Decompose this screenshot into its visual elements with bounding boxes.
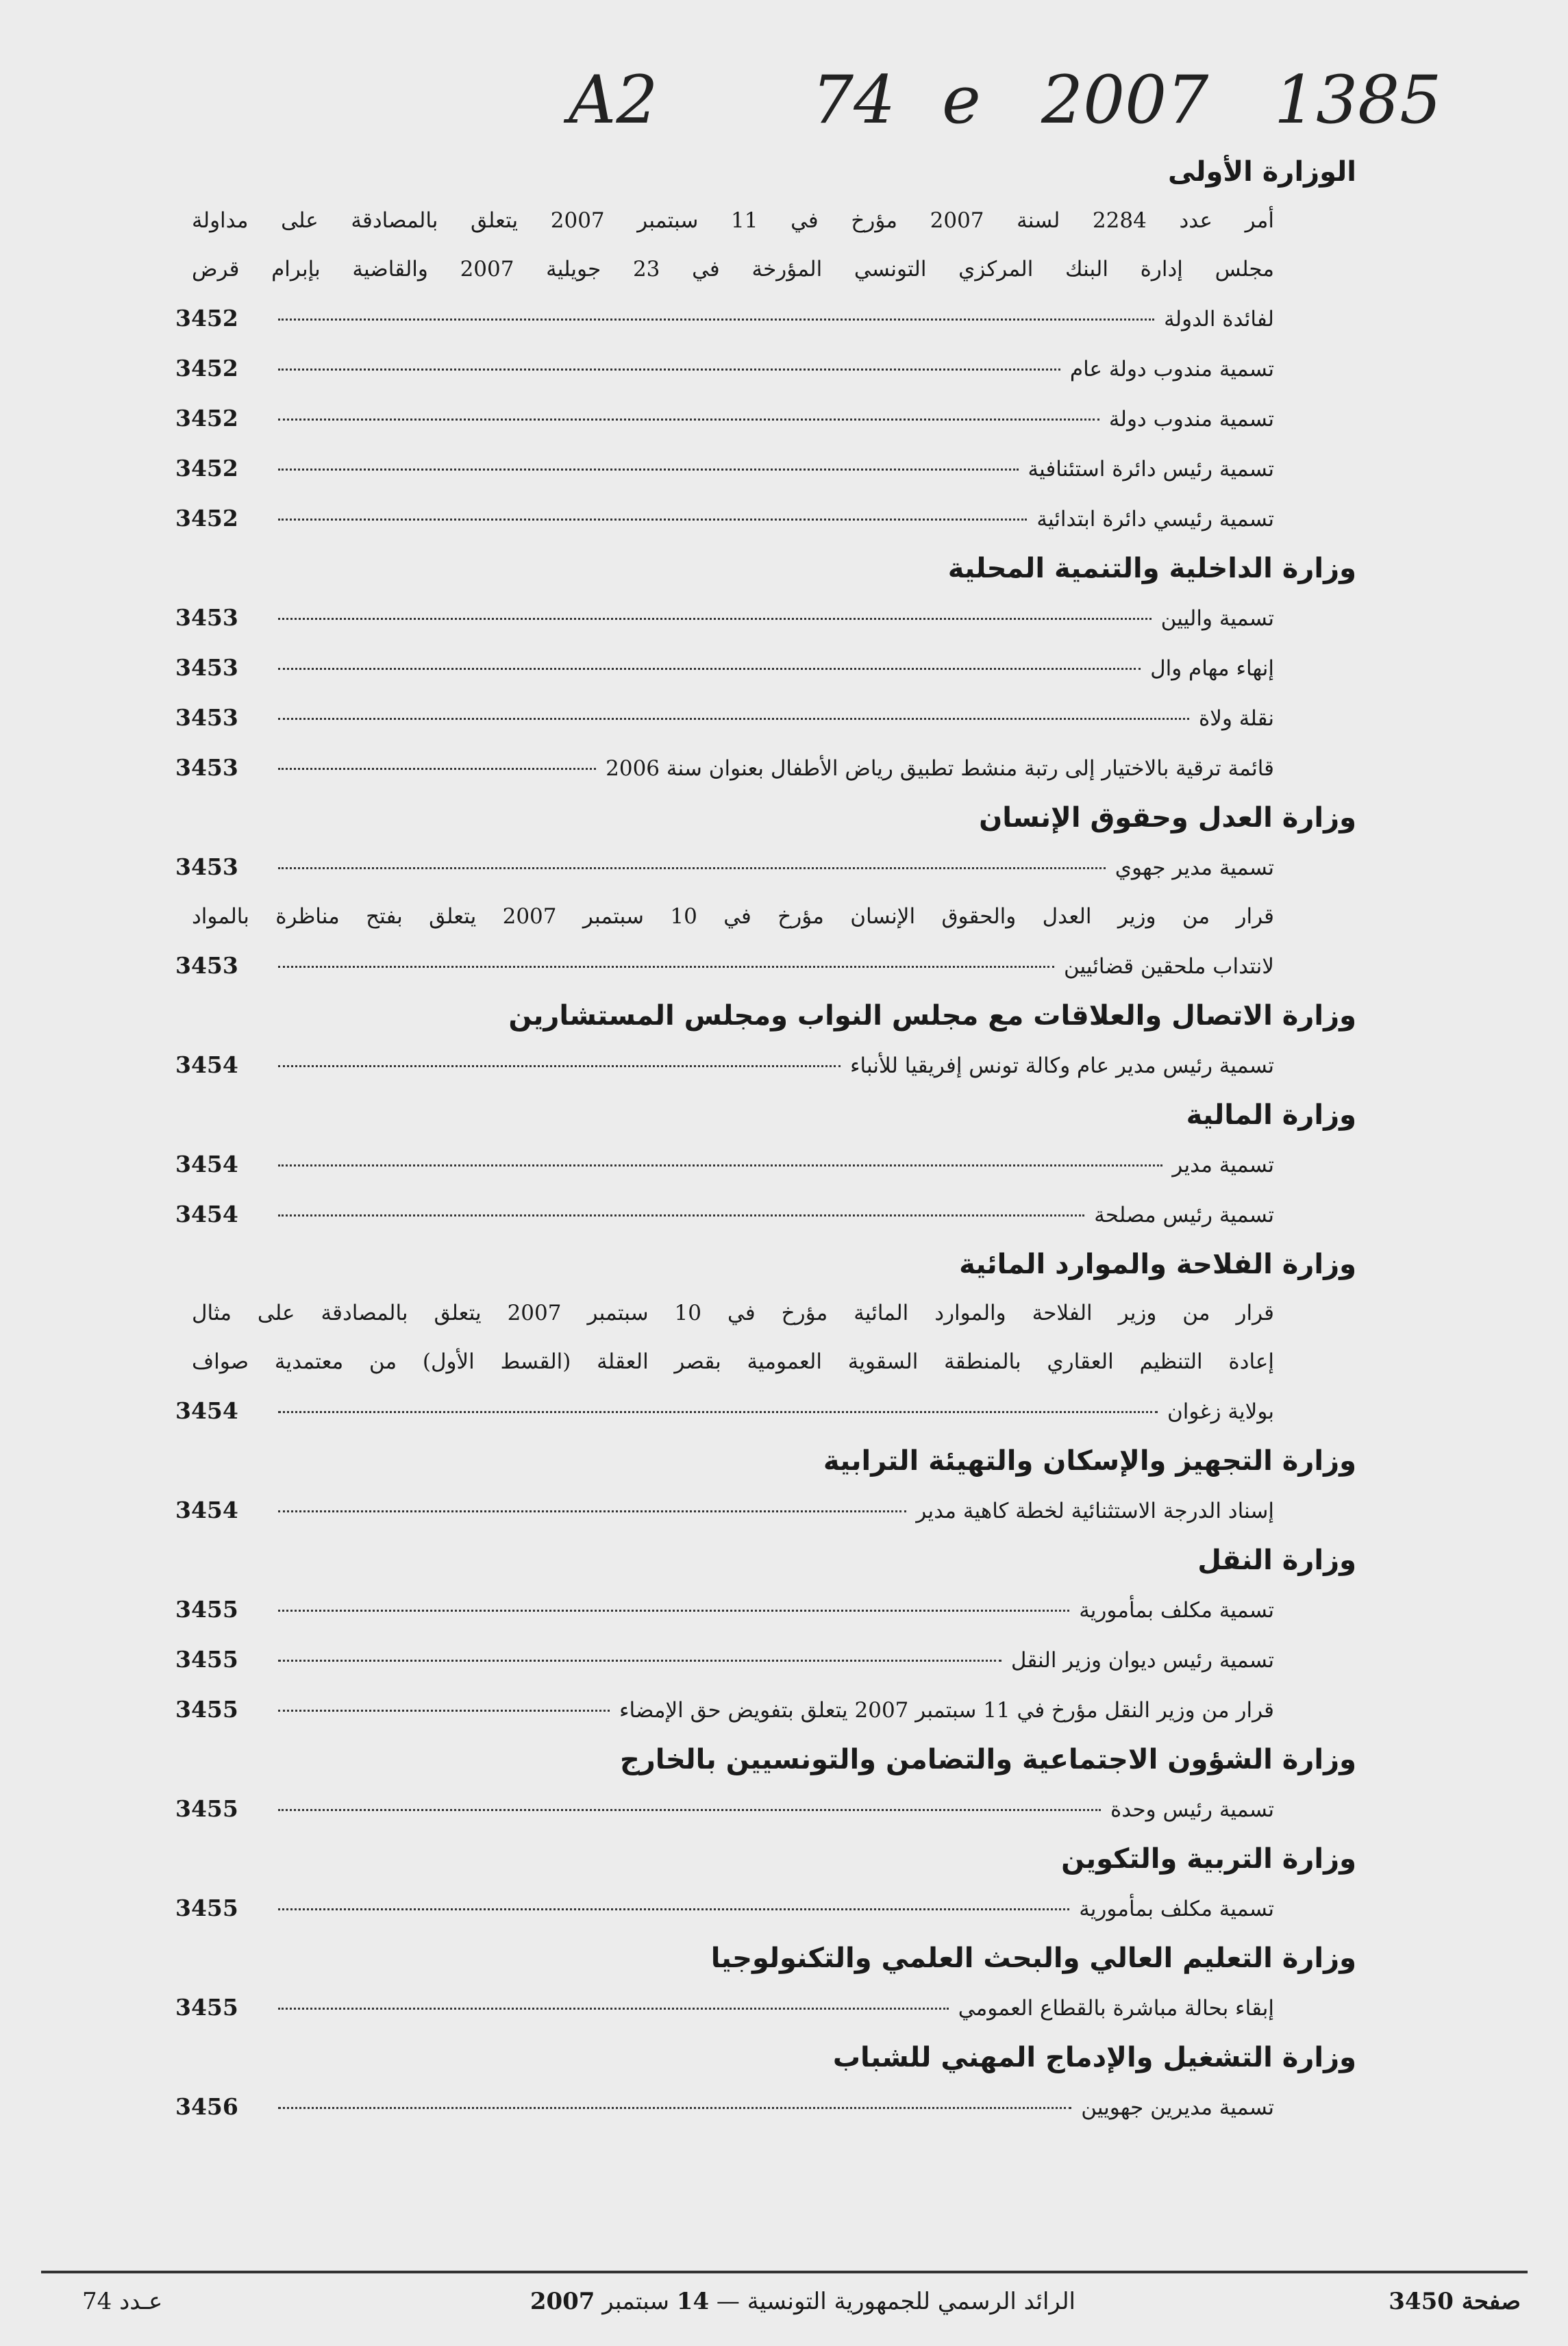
entry-line: قرار من وزير العدل والحقوق الإنسان مؤرخ في 10 سبتمبر 2007 يتعلق بفتح مناظرة بالمواد xyxy=(192,904,1274,929)
section-title: وزارة التعليم العالي والبحث العلمي والتكنولوجيا xyxy=(710,1943,1356,1974)
toc-entry[interactable] xyxy=(175,1685,1274,1735)
journal-title: الرائد الرسمي للجمهورية التونسية — xyxy=(716,2288,1075,2315)
toc-entry[interactable] xyxy=(175,843,1274,893)
section-title: وزارة الاتصال والعلاقات مع مجلس النواب ومجلس المستشارين xyxy=(508,1000,1356,1032)
page-reference: 3454 xyxy=(175,1497,238,1523)
dot-leader xyxy=(278,1710,610,1712)
toc-entry[interactable] xyxy=(175,1983,1274,2033)
toc-entry[interactable] xyxy=(175,593,1274,643)
page-reference: 3453 xyxy=(175,704,238,731)
page-reference: 3454 xyxy=(175,1151,238,1177)
dot-leader xyxy=(278,768,596,770)
section-title: وزارة النقل xyxy=(1197,1545,1356,1576)
toc-entry[interactable] xyxy=(175,394,1274,444)
dot-leader xyxy=(278,469,1019,471)
entry-text: إسناد الدرجة الاستثنائية لخطة كاهية مدير xyxy=(916,1499,1274,1523)
page-reference: 3453 xyxy=(175,754,238,781)
handwritten-note: A2 xyxy=(569,62,658,138)
toc-entry[interactable] xyxy=(175,1386,1274,1436)
entry-text: تسمية رئيس وحدة xyxy=(1110,1797,1274,1822)
entry-text: لفائدة الدولة xyxy=(1164,307,1274,332)
handwritten-note: 1385 xyxy=(1274,62,1442,138)
dot-leader xyxy=(278,419,1099,421)
section-title: الوزارة الأولى xyxy=(1168,156,1356,188)
page-reference: 3455 xyxy=(175,1696,238,1723)
footer-journal xyxy=(530,2288,1075,2315)
entry-text: تسمية مكلف بمأمورية xyxy=(1079,1897,1274,1921)
toc-entry[interactable] xyxy=(175,444,1274,494)
dot-leader xyxy=(278,668,1141,670)
toc-entry[interactable] xyxy=(175,2082,1274,2132)
entry-text: تسمية رئيس دائرة استئنافية xyxy=(1028,457,1274,482)
page-number: 3450 xyxy=(1389,2288,1454,2315)
entry-line: قرار من وزير الفلاحة والموارد المائية مؤرخ في 10 سبتمبر 2007 يتعلق بالمصادقة على مثال xyxy=(192,1301,1274,1325)
toc-entry[interactable] xyxy=(175,1486,1274,1536)
dot-leader xyxy=(278,1214,1084,1216)
entry-multiline xyxy=(192,1289,1274,1386)
entry-text: تسمية رئيس مصلحة xyxy=(1094,1203,1274,1227)
footer-divider xyxy=(41,2271,1528,2273)
entry-line: مجلس إدارة البنك المركزي التونسي المؤرخة في 23 جويلية 2007 والقاضية بإبرام قرض xyxy=(192,257,1274,282)
toc-entry[interactable] xyxy=(175,1784,1274,1834)
toc-entry[interactable] xyxy=(175,1585,1274,1635)
dot-leader xyxy=(278,1510,906,1512)
entry-multiline xyxy=(192,893,1274,941)
toc-entry[interactable] xyxy=(175,1140,1274,1190)
page-reference: 3452 xyxy=(175,505,238,532)
toc-entry[interactable] xyxy=(175,294,1274,344)
section-title: وزارة التشغيل والإدماج المهني للشباب xyxy=(832,2042,1356,2073)
page-reference: 3453 xyxy=(175,654,238,681)
page-reference: 3453 xyxy=(175,604,238,631)
entry-text: قرار من وزير النقل مؤرخ في 11 سبتمبر 2007 يتعلق بتفويض حق الإمضاء xyxy=(619,1698,1274,1723)
section-title: وزارة الشؤون الاجتماعية والتضامن والتونسيين بالخارج xyxy=(619,1744,1356,1775)
handwritten-note: 74 xyxy=(812,62,896,138)
dot-leader xyxy=(278,867,1106,869)
entry-text: لانتداب ملحقين قضائيين xyxy=(1063,954,1274,979)
handwritten-note: 2007 xyxy=(1041,62,1209,138)
dot-leader xyxy=(278,1164,1162,1166)
entry-text: نقلة ولاة xyxy=(1199,706,1274,731)
dot-leader xyxy=(278,1908,1069,1910)
dot-leader xyxy=(278,519,1027,521)
dot-leader xyxy=(278,966,1054,968)
entry-text: تسمية رئيسي دائرة ابتدائية xyxy=(1036,507,1274,532)
dot-leader xyxy=(278,618,1152,620)
page-reference: 3455 xyxy=(175,1795,238,1822)
section-title: وزارة العدل وحقوق الإنسان xyxy=(979,802,1356,834)
page-reference: 3455 xyxy=(175,1646,238,1673)
page-reference: 3453 xyxy=(175,853,238,880)
page-label: صفحة xyxy=(1461,2288,1521,2315)
entry-text: تسمية مديرين جهويين xyxy=(1081,2095,1274,2120)
entry-text: تسمية واليين xyxy=(1160,606,1274,631)
footer-page-number xyxy=(1389,2288,1521,2315)
entry-text: بولاية زغوان xyxy=(1167,1399,1274,1424)
dot-leader xyxy=(278,2107,1071,2109)
table-of-contents xyxy=(175,147,1356,2132)
entry-text: تسمية مدير xyxy=(1172,1153,1274,1177)
journal-date-year: 2007 xyxy=(530,2288,595,2315)
dot-leader xyxy=(278,1809,1101,1811)
page-reference: 3454 xyxy=(175,1397,238,1424)
section-title: وزارة الداخلية والتنمية المحلية xyxy=(947,553,1356,584)
entry-text: قائمة ترقية بالاختيار إلى رتبة منشط تطبيق رياض الأطفال بعنوان سنة 2006 xyxy=(606,756,1274,781)
toc-entry[interactable] xyxy=(175,693,1274,743)
toc-entry[interactable] xyxy=(175,344,1274,394)
page-footer xyxy=(82,2288,1521,2329)
toc-entry[interactable] xyxy=(175,743,1274,793)
footer-issue xyxy=(82,2288,162,2315)
toc-entry[interactable] xyxy=(175,643,1274,693)
dot-leader xyxy=(278,718,1189,720)
dot-leader xyxy=(278,319,1154,321)
page-reference: 3454 xyxy=(175,1201,238,1227)
entry-text: تسمية مندوب دولة xyxy=(1108,407,1274,432)
journal-date-month: سبتمبر xyxy=(602,2288,669,2315)
toc-entry[interactable] xyxy=(175,941,1274,991)
page-reference: 3454 xyxy=(175,1051,238,1078)
toc-entry[interactable] xyxy=(175,1190,1274,1240)
page-reference: 3455 xyxy=(175,1994,238,2021)
section-title: وزارة المالية xyxy=(1186,1099,1356,1131)
dot-leader xyxy=(278,1610,1069,1612)
entry-text: تسمية مكلف بمأمورية xyxy=(1079,1598,1274,1623)
entry-multiline xyxy=(192,197,1274,294)
section-title: وزارة التجهيز والإسكان والتهيئة الترابية xyxy=(823,1445,1356,1477)
page-reference: 3455 xyxy=(175,1895,238,1921)
dot-leader xyxy=(278,2008,949,2010)
page-reference: 3452 xyxy=(175,305,238,332)
toc-entry[interactable] xyxy=(175,1040,1274,1090)
toc-entry[interactable] xyxy=(175,494,1274,544)
page-reference: 3453 xyxy=(175,952,238,979)
entry-line: إعادة التنظيم العقاري بالمنطقة السقوية العمومية بقصر العقلة (القسط الأول) من معتمدية صواف xyxy=(192,1349,1274,1374)
entry-text: إبقاء بحالة مباشرة بالقطاع العمومي xyxy=(958,1996,1274,2021)
journal-date-day: 14 xyxy=(676,2288,710,2315)
entry-text: إنهاء مهام وال xyxy=(1150,656,1274,681)
dot-leader xyxy=(278,1411,1158,1413)
dot-leader xyxy=(278,369,1060,371)
entry-text: تسمية رئيس مدير عام وكالة تونس إفريقيا للأنباء xyxy=(849,1053,1274,1078)
page-reference: 3452 xyxy=(175,355,238,382)
page-reference: 3452 xyxy=(175,405,238,432)
dot-leader xyxy=(278,1660,1001,1662)
entry-line: أمر عدد 2284 لسنة 2007 مؤرخ في 11 سبتمبر 2007 يتعلق بالمصادقة على مداولة xyxy=(192,208,1274,233)
handwritten-annotations xyxy=(0,48,1568,151)
section-title: وزارة الفلاحة والموارد المائية xyxy=(959,1249,1356,1280)
page-reference: 3455 xyxy=(175,1596,238,1623)
issue-label: عـدد xyxy=(119,2288,163,2315)
section-title: وزارة التربية والتكوين xyxy=(1061,1843,1356,1875)
entry-text: تسمية مندوب دولة عام xyxy=(1069,357,1274,382)
toc-entry[interactable] xyxy=(175,1635,1274,1685)
toc-entry[interactable] xyxy=(175,1884,1274,1934)
entry-text: تسمية رئيس ديوان وزير النقل xyxy=(1010,1648,1274,1673)
dot-leader xyxy=(278,1065,841,1067)
page-reference: 3456 xyxy=(175,2093,238,2120)
issue-number: 74 xyxy=(82,2288,112,2315)
entry-text: تسمية مدير جهوي xyxy=(1115,856,1274,880)
page-reference: 3452 xyxy=(175,455,238,482)
handwritten-note: e xyxy=(942,62,981,138)
